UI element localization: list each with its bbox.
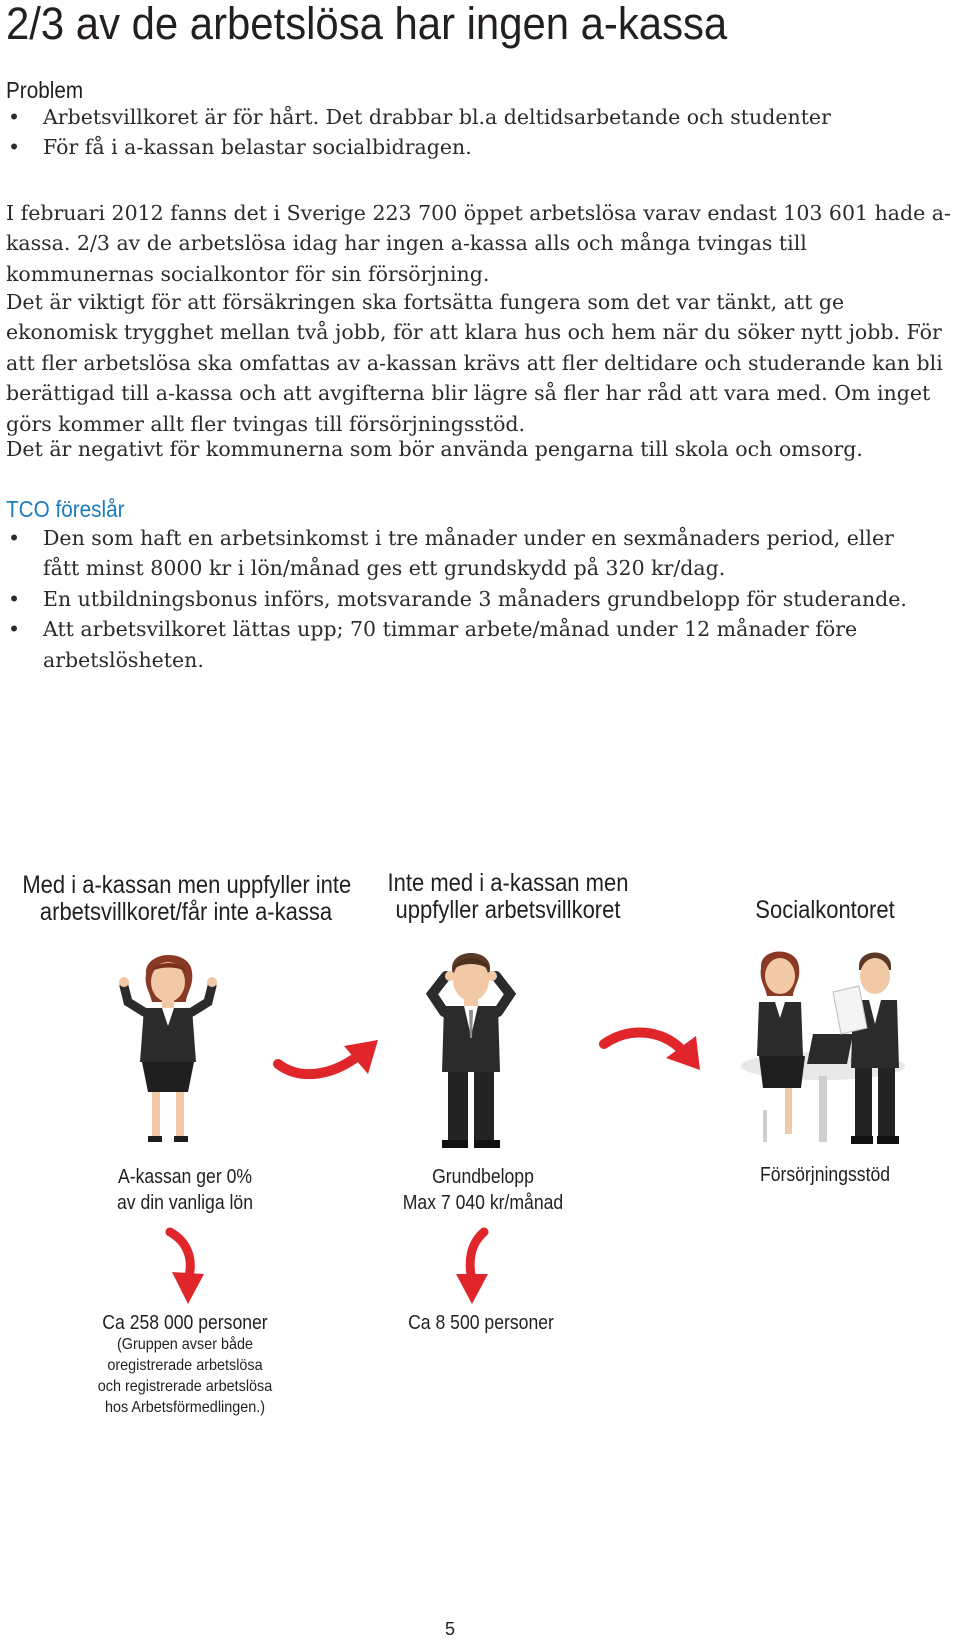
body-paragraph: Det är negativt för kommunerna som bör använda pengarna till skola och omsorg. (6, 437, 863, 461)
arrow-down-icon (450, 1226, 500, 1306)
arrow-right-icon (598, 1022, 710, 1074)
list-item: • För få i a-kassan belastar socialbidragen. (6, 132, 926, 162)
social-office-illustration (735, 938, 915, 1150)
col1-heading: Med i a-kassan men uppfyller inte arbetsvillkoret/får inte a-kassa (22, 871, 352, 926)
col2-count: Ca 8 500 personer (408, 1312, 554, 1334)
list-item: • En utbildningsbonus införs, motsvarande 3 månaders grundbelopp för studerande. (6, 584, 926, 614)
list-item: • Den som haft en arbetsinkomst i tre månader under en sexmånaders period, eller fått minst 8000 kr i lön/månad ges ett grundskydd på 320 kr/dag. (6, 523, 926, 584)
bullet-icon: • (8, 586, 21, 611)
woman-stressed-illustration (118, 942, 218, 1147)
problem-heading: Problem (6, 77, 84, 103)
problem-list (6, 102, 926, 163)
man-stressed-illustration (416, 940, 526, 1152)
body-paragraph: I februari 2012 fanns det i Sverige 223 700 öppet arbetslösa varav endast 103 601 hade a-kassa. 2/3 av de arbetslösa idag har ingen a-kassa alls och många tvingas till kommunernas socialkontor för sin försörjning. (6, 201, 951, 286)
col2-benefit: Grundbelopp Max 7 040 kr/månad (402, 1166, 564, 1214)
page-number: 5 (444, 1619, 455, 1639)
page-title: 2/3 av de arbetslösa har ingen a-kassa (6, 0, 728, 49)
arrow-right-icon (272, 1034, 384, 1082)
col1-note: (Gruppen avser både oregistrerade arbetslösa och registrerade arbetslösa hos Arbetsförmedlingen.) (97, 1336, 273, 1416)
bullet-icon: • (8, 617, 21, 642)
col2-heading: Inte med i a-kassan men uppfyller arbetsvillkoret (387, 869, 629, 924)
proposal-heading: TCO föreslår (6, 496, 125, 522)
col3-benefit: Försörjningsstöd (759, 1164, 891, 1186)
arrow-down-icon (160, 1226, 210, 1306)
col3-heading: Socialkontoret (755, 896, 895, 924)
col1-benefit: A-kassan ger 0% av din vanliga lön (116, 1166, 254, 1214)
col1-count: Ca 258 000 personer (102, 1312, 268, 1334)
bullet-icon: • (8, 526, 21, 550)
bullet-icon: • (8, 135, 21, 160)
list-item: • Att arbetsvilkoret lättas upp; 70 timmar arbete/månad under 12 månader före arbetslösheten. (6, 614, 926, 675)
body-paragraph: Det är viktigt för att försäkringen ska fortsätta fungera som det var tänkt, att ge ekonomisk trygghet mellan två jobb, för att klara hus och hem när du söker nytt jobb. För att fler arbetslösa ska omfattas av a-kassan krävs att fler deltidare och studerande kan bli berättigad till a-kassa och att avgifterna blir lägre så fler har råd att vara med. Om inget görs kommer allt fler tvingas till försörjningsstöd. (6, 290, 943, 436)
proposal-list (6, 523, 926, 675)
list-item: • Arbetsvillkoret är för hårt. Det drabbar bl.a deltidsarbetande och studenter (6, 102, 926, 132)
bullet-icon: • (8, 105, 21, 129)
